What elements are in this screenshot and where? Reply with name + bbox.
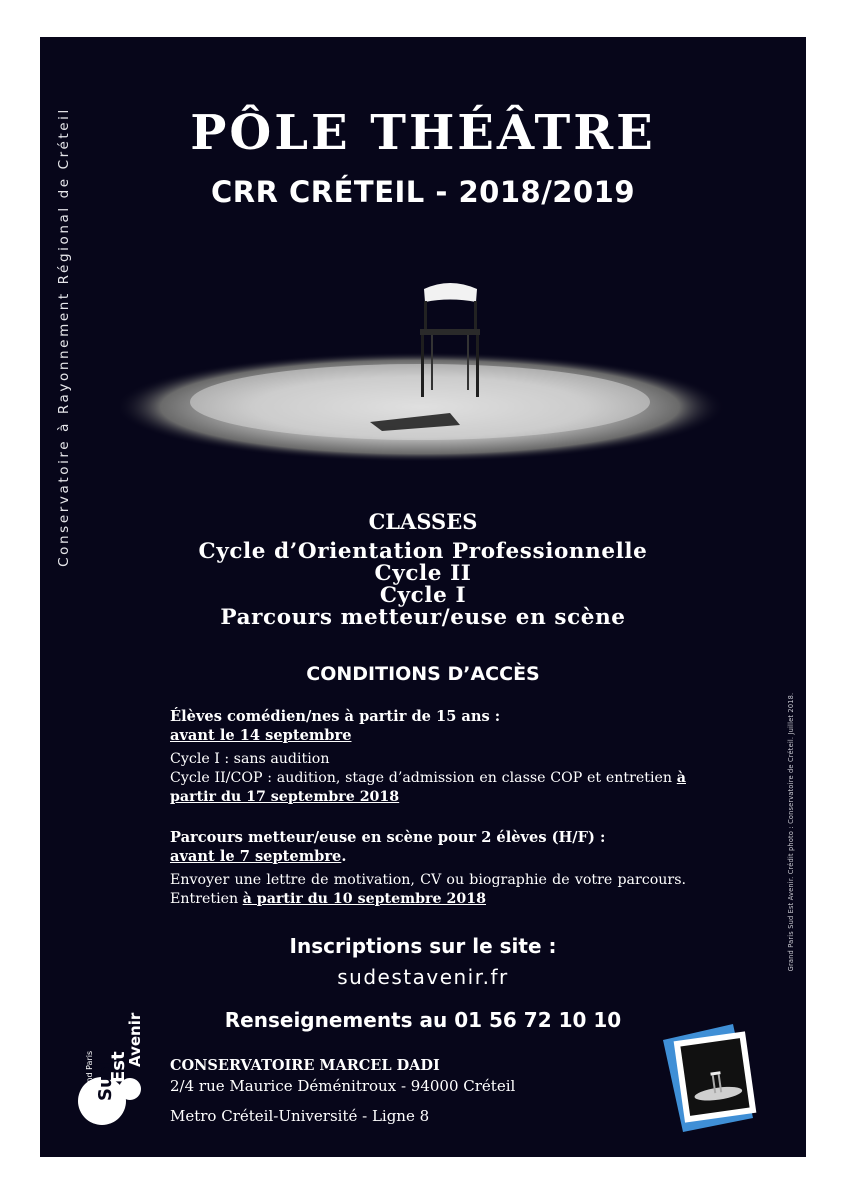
logo-text-sud: Sud — [95, 1062, 116, 1101]
conservatoire-address: 2/4 rue Maurice Déménitroux - 94000 Créteil — [170, 1077, 516, 1095]
website-link[interactable]: sudestavenir.fr — [337, 965, 509, 989]
spotlight-chair-image — [120, 277, 740, 467]
conservatoire-name: CONSERVATOIRE MARCEL DADI — [170, 1057, 440, 1074]
eleves-section-body — [170, 750, 686, 807]
class-item-cop: Cycle d’Orientation Professionnelle — [198, 539, 648, 564]
class-item-parcours: Parcours metteur/euse en scène — [220, 605, 626, 630]
class-item-cycle-1: Cycle I — [379, 583, 467, 608]
eleves-cycle1-text: Cycle I : sans audition — [170, 751, 330, 767]
poster-thumbnail-image — [655, 1022, 765, 1132]
phone-info: Renseignements au 01 56 72 10 10 — [224, 1008, 622, 1032]
conservatoire-metro: Metro Créteil-Université - Ligne 8 — [170, 1107, 430, 1125]
logo-text-est: Est — [108, 1051, 129, 1083]
eleves-cycle2-date: à partir du 17 septembre 2018 — [170, 770, 686, 805]
eleves-section-heading — [170, 707, 686, 745]
eleves-cycle2-text: Cycle II/COP : audition, stage d’admission en classe COP et entretien — [170, 770, 673, 786]
eleves-deadline: avant le 14 septembre — [170, 727, 352, 744]
logo-text-avenir: Avenir — [126, 1012, 144, 1067]
parcours-section-heading: Parcours metteur/euse en scène pour 2 élèves (H/F) : avant le 7 septembre. — [170, 828, 686, 866]
logo-text-grand-paris: Grand Paris — [85, 1050, 94, 1097]
side-text-conservatoire-label: Conservatoire à Rayonnement Régional de Créteil — [56, 107, 72, 567]
side-text-credits-label: Grand Paris Sud Est Avenir. Crédit photo : Conservatoire de Créteil. Juillet 2018. — [787, 692, 795, 972]
class-item-cycle-2: Cycle II — [374, 561, 472, 586]
poster — [40, 37, 806, 1157]
eleves-heading-text: Élèves comédien/nes à partir de 15 ans : — [170, 708, 501, 725]
conditions-heading: CONDITIONS D’ACCÈS — [306, 663, 540, 685]
parcours-section-body — [170, 871, 686, 909]
page-subtitle: CRR CRÉTEIL - 2018/2019 — [210, 175, 636, 209]
page-title: PÔLE THÉÂTRE — [190, 105, 656, 161]
parcours-heading-text: Parcours metteur/euse en scène pour 2 élèves (H/F) : — [170, 829, 606, 846]
parcours-deadline: avant le 7 septembre — [170, 848, 342, 865]
parcours-body-text: Envoyer une lettre de motivation, CV ou biographie de votre parcours. Entretien — [170, 872, 686, 907]
classes-list — [40, 541, 806, 629]
parcours-body-date: à partir du 10 septembre 2018 — [242, 891, 486, 907]
inscriptions-heading: Inscriptions sur le site : — [289, 934, 557, 958]
classes-heading: CLASSES — [368, 509, 478, 534]
sud-est-avenir-logo — [78, 987, 150, 1127]
